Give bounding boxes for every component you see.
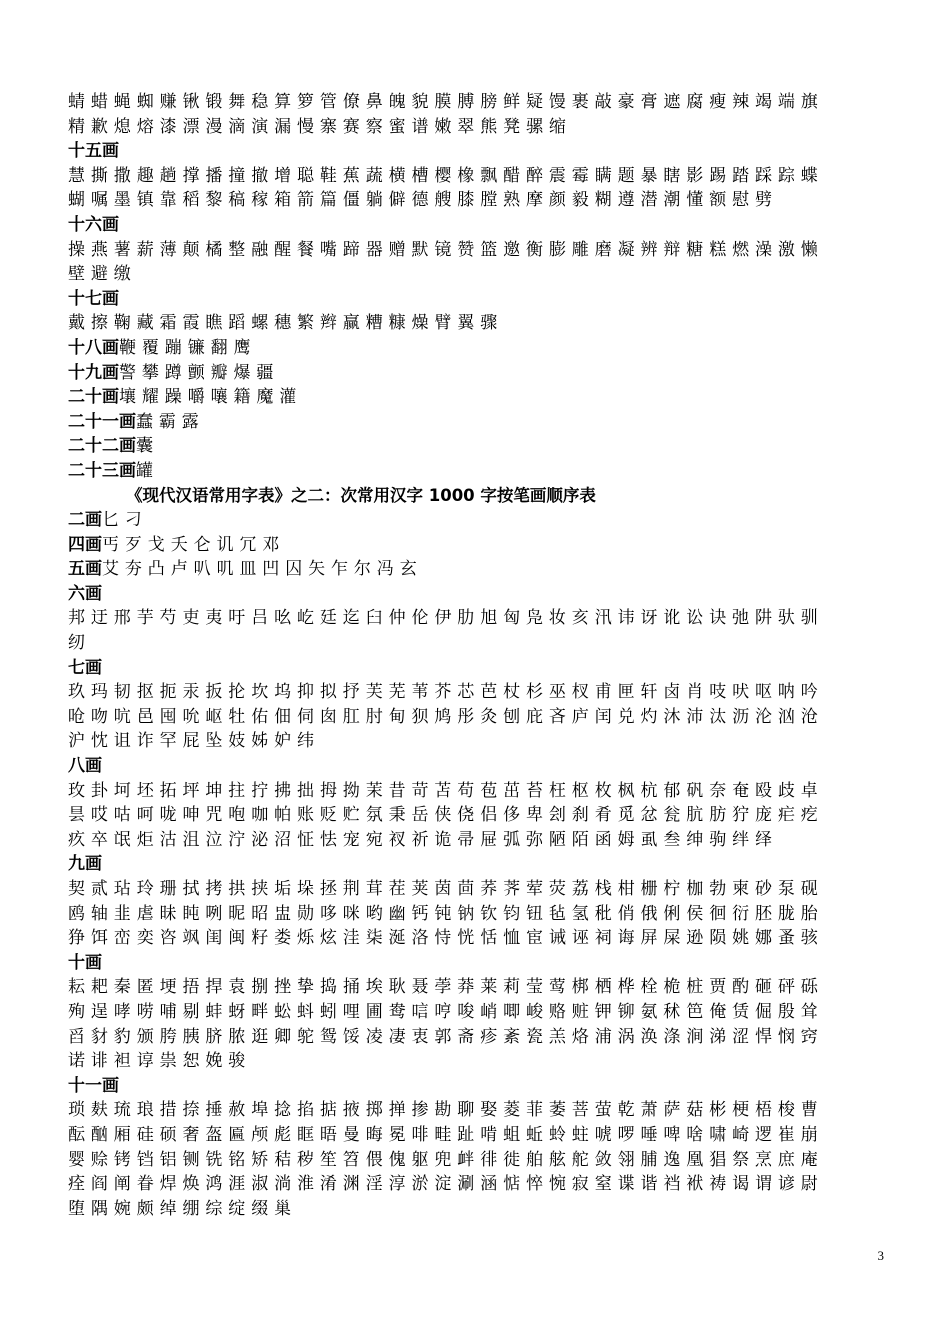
character-list: 蠢霸露 — [136, 411, 205, 432]
stroke-count-label: 二画 — [68, 510, 102, 531]
stroke-count-label: 十画 — [68, 952, 102, 973]
character-line — [68, 90, 883, 115]
character-list: 匕刁 — [102, 510, 148, 531]
stroke-count-label: 九画 — [68, 854, 102, 875]
character-line — [68, 1148, 883, 1173]
character-list: 琐麸琉琅措捺捶赦埠捻掐掂掖掷掸掺勘聊娶菱菲萎菩萤乾萧萨菇彬梗梧梭曹 — [68, 1100, 824, 1121]
stroke-count-inline-line — [68, 557, 883, 582]
character-line — [68, 902, 883, 927]
character-line — [68, 1049, 883, 1074]
character-list: 殉逞哮唠哺剔蚌蚜畔蚣蚪蚓哩圃鸯唁哼唆峭唧峻赂赃钾铆氨秫笆俺赁倔殷耸 — [68, 1001, 824, 1022]
character-line — [68, 779, 883, 804]
stroke-count-heading — [68, 852, 883, 877]
character-list: 邦迂邢芋芍吏夷吁吕吆屹廷迄臼仲伦伊肋旭匈凫妆亥汛讳讶讹讼诀弛阱驮驯 — [68, 608, 824, 629]
character-list: 痊阎阐眷焊焕鸿涯淑淌淮淆渊淫淳淤淀涮涵惦悴惋寂窒谍谐裆袱祷谒谓谚尉 — [68, 1174, 824, 1195]
character-list: 丐歹戈夭仑讥冗邓 — [102, 534, 286, 555]
character-list: 壁避缴 — [68, 264, 137, 285]
stroke-count-heading — [68, 754, 883, 779]
character-line — [68, 705, 883, 730]
stroke-count-inline-line — [68, 361, 883, 386]
stroke-count-heading — [68, 287, 883, 312]
stroke-count-heading — [68, 656, 883, 681]
stroke-count-label: 十六画 — [68, 214, 119, 235]
character-list: 囊 — [136, 436, 159, 457]
stroke-count-heading — [68, 213, 883, 238]
stroke-count-heading — [68, 139, 883, 164]
character-list: 壤耀躁嚼嚷籍魔灌 — [119, 387, 303, 408]
character-list: 酝酗厢硅硕奢盔匾颅彪眶晤曼晦冕啡畦趾啃蛆蚯蛉蛀唬啰唾啤啥啸崎逻崔崩 — [68, 1124, 824, 1145]
stroke-count-label: 二十一画 — [68, 411, 136, 432]
character-list: 婴赊铐铛铝铡铣铭矫秸秽笙笤偎傀躯兜衅徘徙舶舷舵敛翎脯逸凰猖祭烹庶庵 — [68, 1149, 824, 1170]
character-list: 罐 — [136, 460, 159, 481]
character-line — [68, 238, 883, 263]
stroke-count-inline-line — [68, 508, 883, 533]
character-list: 慧撕撒趣趟撑播撞撤增聪鞋蕉蔬横槽樱橡飘醋醉震霉瞒题暴瞎影踢踏踩踪蝶 — [68, 165, 824, 186]
character-line — [68, 1197, 883, 1222]
stroke-count-label: 十九画 — [68, 362, 119, 383]
stroke-count-label: 七画 — [68, 657, 102, 678]
character-list: 昙哎咕呵咙呻咒咆咖帕账贬贮氛秉岳侠侥侣侈卑刽刹肴觅忿瓮肮肪狞庞疟疙 — [68, 805, 824, 826]
stroke-count-heading — [68, 1074, 883, 1099]
section-title: 《现代汉语常用字表》之二：次常用汉字 1000 字按笔画顺序表 — [126, 485, 596, 505]
character-list: 疚卒氓炬沽沮泣泞泌沼怔怯宠宛衩祈诡帚屉弧弥陋陌函姆虱叁绅驹绊绎 — [68, 829, 778, 850]
character-line — [68, 164, 883, 189]
character-line — [68, 1098, 883, 1123]
stroke-count-label: 八画 — [68, 756, 102, 777]
character-list: 警攀蹲颤瓣爆疆 — [119, 362, 280, 383]
stroke-count-inline-line — [68, 336, 883, 361]
stroke-count-label: 十八画 — [68, 337, 119, 358]
character-list: 戴擦鞠藏霜霞瞧蹈螺穗繁辫赢糟糠燥臂翼骤 — [68, 313, 504, 334]
character-line — [68, 188, 883, 213]
character-line — [68, 631, 883, 656]
stroke-count-inline-line — [68, 385, 883, 410]
character-list: 精歉熄熔漆漂漫滴演漏慢寨赛察蜜谱嫩翠熊凳骡缩 — [68, 116, 572, 137]
character-list: 纫 — [68, 633, 91, 654]
stroke-count-inline-line — [68, 533, 883, 558]
character-line — [68, 606, 883, 631]
character-list: 玫卦坷坯拓坪坤拄拧拂拙拇拗茉昔苛苫苟苞茁苔枉枢枚枫杭郁矾奈奄殴歧卓 — [68, 780, 824, 801]
character-line — [68, 311, 883, 336]
stroke-count-heading — [68, 582, 883, 607]
stroke-count-inline-line — [68, 459, 883, 484]
character-list: 艾夯凸卢叭叽皿凹囚矢乍尔冯玄 — [102, 559, 423, 580]
stroke-count-label: 十五画 — [68, 141, 119, 162]
character-list: 诺诽袒谆祟恕娩骏 — [68, 1051, 252, 1072]
character-list: 狰饵峦奕咨飒闺闽籽娄烁炫洼柒涎洛恃恍恬恤宦诫诬祠诲屏屎逊陨姚娜蚤骇 — [68, 928, 824, 949]
stroke-count-label: 十一画 — [68, 1075, 119, 1096]
stroke-count-label: 十七画 — [68, 288, 119, 309]
character-line — [68, 1172, 883, 1197]
stroke-count-label: 二十二画 — [68, 436, 136, 457]
character-line — [68, 262, 883, 287]
character-line — [68, 680, 883, 705]
character-list: 堕隅婉颇绰绷综绽缀巢 — [68, 1198, 297, 1219]
character-list: 沪忱诅诈罕屁坠妓姊妒纬 — [68, 731, 320, 752]
stroke-count-label: 二十三画 — [68, 460, 136, 481]
stroke-count-label: 五画 — [68, 559, 102, 580]
character-list: 玖玛韧抠扼汞扳抡坎坞抑拟抒芙芜苇芥芯芭杖杉巫杈甫匣轩卤肖吱吠呕呐吟 — [68, 682, 824, 703]
stroke-count-label: 六画 — [68, 583, 102, 604]
character-list: 呛吻吭邑囤吮岖牡佑佃伺囱肛肘甸狈鸠彤灸刨庇吝庐闰兑灼沐沛汰沥沦汹沧 — [68, 706, 824, 727]
character-list: 蜻蜡蝇蜘赚锹锻舞稳算箩管僚鼻魄貌膜膊膀鲜疑馒裹敲豪膏遮腐瘦辣竭端旗 — [68, 92, 824, 112]
character-line — [68, 729, 883, 754]
character-line — [68, 1000, 883, 1025]
character-list: 鞭覆蹦镰翻鹰 — [119, 337, 257, 358]
character-list: 契贰玷玲珊拭拷拱挟垢垛拯荆茸茬荚茵茴荞荠荤荧荔栈柑栅柠枷勃柬砂泵砚 — [68, 879, 824, 899]
character-line — [68, 828, 883, 853]
character-list: 耘耙秦匿埂捂捍袁捌挫挚捣捅埃耿聂荸莽莱莉莹莺梆栖桦栓桅桩贾酌砸砰砾 — [68, 977, 824, 998]
character-list: 舀豺豹颁胯胰脐脓逛卿鸵鸳馁凌凄衷郭斋疹紊瓷羔烙浦涡涣涤涧涕涩悍悯窍 — [68, 1026, 824, 1047]
character-line — [68, 1123, 883, 1148]
character-line — [68, 1025, 883, 1050]
stroke-count-inline-line — [68, 434, 883, 459]
stroke-count-inline-line — [68, 410, 883, 435]
character-line — [68, 926, 883, 951]
stroke-count-heading — [68, 951, 883, 976]
page-number: 3 — [877, 1248, 884, 1263]
character-list: 操燕薯薪薄颠橘整融醒餐嘴蹄器赠默镜赞篮邀衡膨雕磨凝辨辩糖糕燃澡激懒 — [68, 239, 824, 260]
character-line — [68, 115, 883, 140]
character-line — [68, 975, 883, 1000]
character-list: 蝴嘱墨镇靠稻黎稿稼箱箭篇僵躺僻德艘膝膛熟摩颜毅糊遵潜潮懂额慰劈 — [68, 190, 778, 211]
stroke-count-label: 二十画 — [68, 387, 119, 408]
character-line — [68, 803, 883, 828]
stroke-count-label: 四画 — [68, 534, 102, 555]
document-page — [68, 90, 883, 1221]
character-list: 鸥轴韭虐昧盹咧昵昭盅勋哆咪哟幽钙钝钠钦钧钮毡氢秕俏俄俐侯徊衍胚胧胎 — [68, 903, 824, 924]
character-line — [68, 877, 883, 902]
